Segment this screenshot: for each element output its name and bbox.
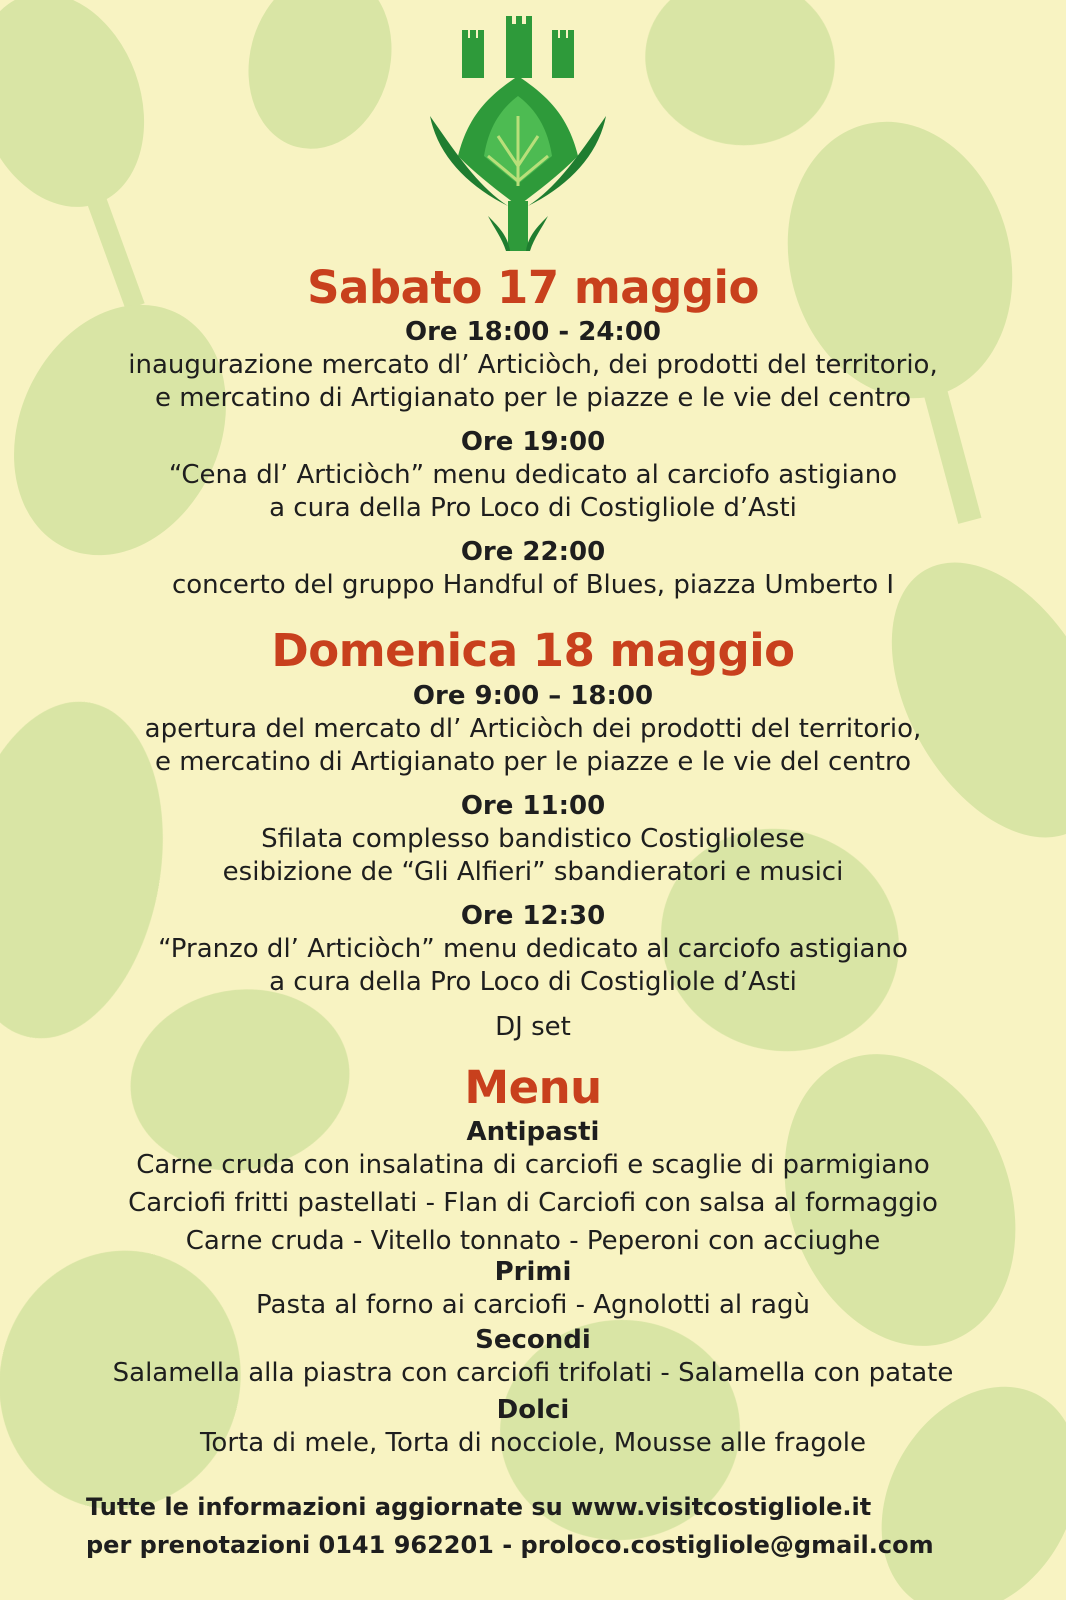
- event-description: esibizione de “Gli Alfieri” sbandieratori e musici: [222, 857, 844, 887]
- sunday-event-2: [0, 790, 1066, 889]
- footer-info-link[interactable]: Tutte le informazioni aggiornate su www.visitcostigliole.it: [86, 1493, 872, 1521]
- menu-item: Salamella alla piastra con carciofi trifolati - Salamella con patate: [112, 1358, 954, 1388]
- dj-set: DJ set: [495, 1012, 571, 1042]
- event-description: inaugurazione mercato dl’ Articiòch, dei prodotti del territorio,: [128, 350, 938, 380]
- event-time: Ore 19:00: [460, 427, 606, 457]
- sunday-title: Domenica 18 maggio: [271, 624, 795, 677]
- event-description: Sfilata complesso bandistico Costigliolese: [261, 824, 805, 854]
- footer-contact[interactable]: per prenotazioni 0141 962201 - proloco.costigliole@gmail.com: [86, 1531, 934, 1559]
- menu-title: Menu: [464, 1061, 602, 1114]
- event-description: e mercatino di Artigianato per le piazze e le vie del centro: [154, 747, 912, 777]
- event-time: Ore 12:30: [460, 901, 606, 931]
- event-description: e mercatino di Artigianato per le piazze e le vie del centro: [154, 383, 912, 413]
- event-time: Ore 22:00: [460, 537, 606, 567]
- menu-item: Torta di mele, Torta di nocciole, Mousse alle fragole: [199, 1428, 867, 1458]
- event-description: apertura del mercato dl’ Articiòch dei prodotti del territorio,: [144, 714, 922, 744]
- sunday-event-1: [0, 680, 1066, 779]
- saturday-event-1: [0, 316, 1066, 415]
- menu-category-dolci: Dolci: [496, 1395, 570, 1425]
- saturday-event-3: [0, 536, 1066, 602]
- menu-category-antipasti: Antipasti: [466, 1117, 600, 1147]
- menu-category-secondi: Secondi: [475, 1325, 591, 1355]
- event-description: a cura della Pro Loco di Costigliole d’Asti: [269, 967, 797, 997]
- event-description: concerto del gruppo Handful of Blues, piazza Umberto I: [171, 570, 895, 600]
- menu-item: Carne cruda - Vitello tonnato - Peperoni con acciughe: [185, 1226, 881, 1256]
- menu-item: Carne cruda con insalatina di carciofi e scaglie di parmigiano: [136, 1150, 930, 1180]
- event-time: Ore 18:00 - 24:00: [404, 317, 662, 347]
- saturday-event-2: [0, 426, 1066, 525]
- event-description: “Pranzo dl’ Articiòch” menu dedicato al carciofo astigiano: [158, 934, 908, 964]
- menu-category-primi: Primi: [494, 1257, 572, 1287]
- event-time: Ore 11:00: [460, 791, 606, 821]
- menu-item: Pasta al forno ai carciofi - Agnolotti al ragù: [256, 1290, 810, 1320]
- menu-item: Carciofi fritti pastellati - Flan di Carciofi con salsa al formaggio: [128, 1188, 938, 1218]
- event-time: Ore 9:00 – 18:00: [412, 681, 654, 711]
- event-description: “Cena dl’ Articiòch” menu dedicato al carciofo astigiano: [168, 460, 898, 490]
- event-description: a cura della Pro Loco di Costigliole d’Asti: [269, 493, 797, 523]
- saturday-title: Sabato 17 maggio: [307, 261, 759, 314]
- sunday-event-3: [0, 900, 1066, 999]
- artichoke-castle-logo-icon: [428, 16, 608, 251]
